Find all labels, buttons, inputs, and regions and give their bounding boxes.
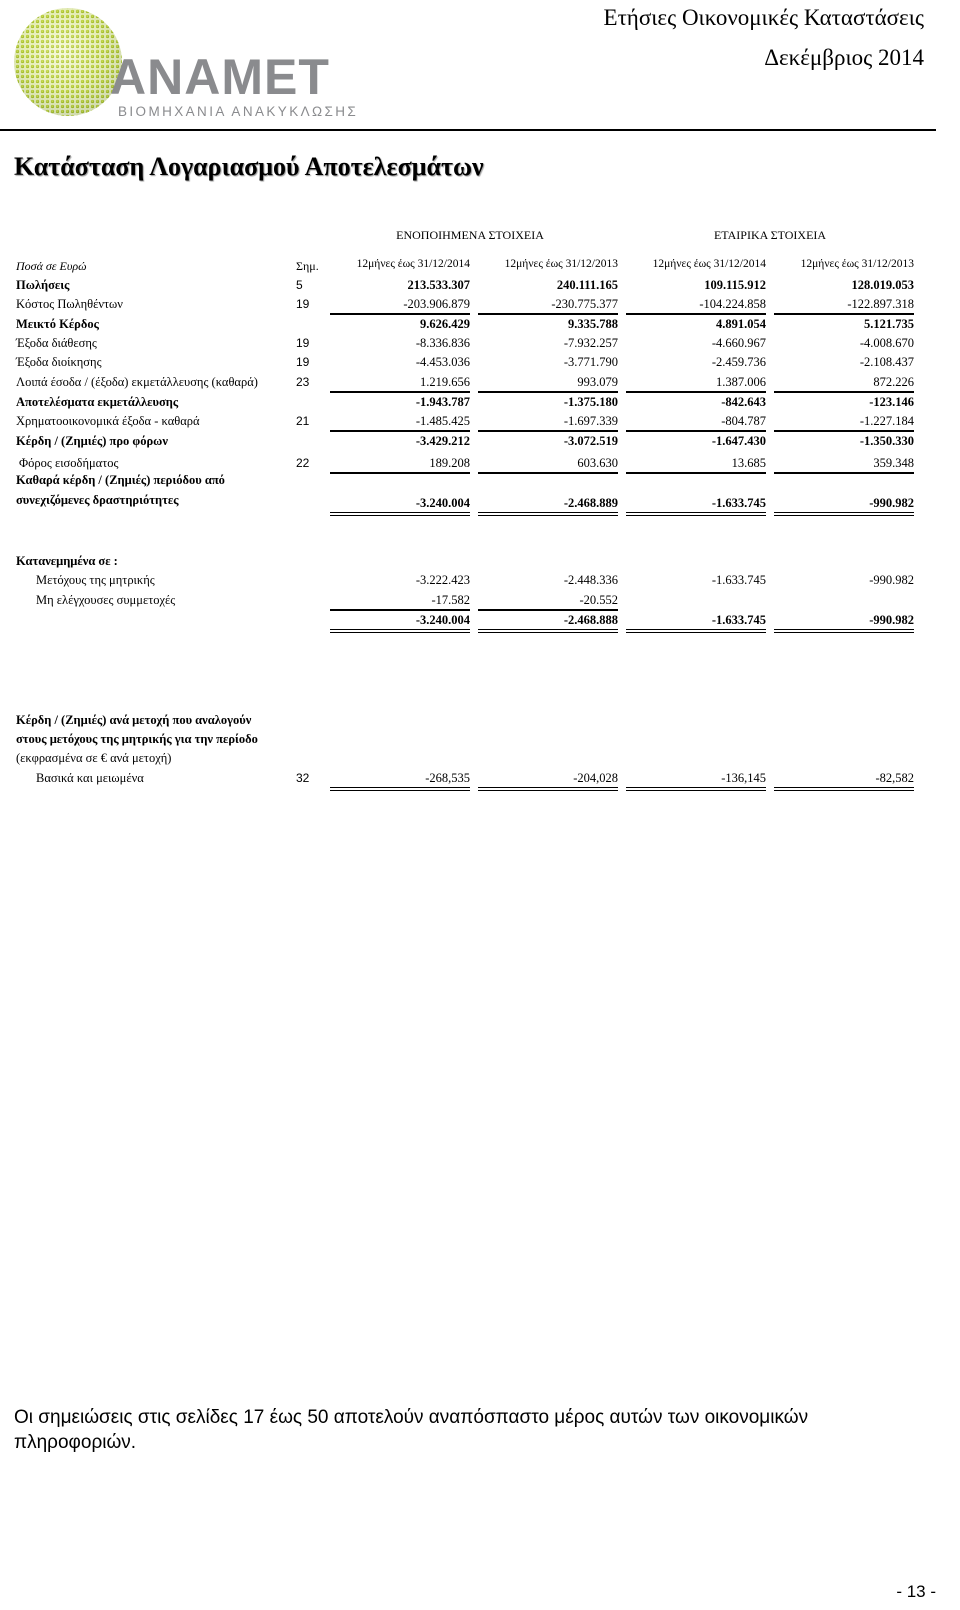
footnote: Οι σημειώσεις στις σελίδες 17 έως 50 αποτελούν αναπόσπαστο μέρος αυτών των οικονομικών πληροφοριών. bbox=[14, 1407, 809, 1453]
row-value: -3.240.004 bbox=[415, 613, 470, 627]
total-double-rule bbox=[330, 512, 470, 516]
subtotal-rule bbox=[478, 472, 618, 474]
row-value: 4.891.054 bbox=[716, 317, 766, 331]
total-double-rule bbox=[478, 512, 618, 516]
allocation-title: Κατανεμημένα σε : bbox=[16, 554, 118, 568]
row-value: -1.633.745 bbox=[711, 573, 766, 587]
row-value: -2.448.336 bbox=[563, 573, 618, 587]
row-value: 5.121.735 bbox=[864, 317, 914, 331]
row-value: -82,582 bbox=[875, 771, 914, 785]
row-value: -136,145 bbox=[721, 771, 766, 785]
group-title-company: ΕΤΑΙΡΙΚΑ ΣΤΟΙΧΕΙΑ bbox=[713, 228, 827, 242]
row-value: -990.982 bbox=[869, 496, 914, 510]
row-label: Μετόχους της μητρικής bbox=[36, 573, 155, 587]
row-value: -104.224.858 bbox=[699, 297, 766, 311]
row-label: Λοιπά έσοδα / (έξοδα) εκμετάλλευσης (καθαρά) bbox=[16, 375, 258, 389]
subtotal-rule bbox=[330, 609, 470, 611]
row-value: -268,535 bbox=[425, 771, 470, 785]
row-note: 22 bbox=[296, 456, 310, 470]
row-value: 213.533.307 bbox=[407, 278, 470, 292]
row-value: -1.943.787 bbox=[415, 395, 470, 409]
row-value: -1.633.745 bbox=[711, 496, 766, 510]
row-value: 1.219.656 bbox=[420, 375, 470, 389]
row-note: 19 bbox=[296, 297, 310, 311]
column-header: 12μήνες έως 31/12/2013 bbox=[504, 258, 618, 270]
subtotal-rule bbox=[626, 430, 766, 432]
row-value: 9.335.788 bbox=[568, 317, 618, 331]
subtotal-rule bbox=[774, 313, 914, 315]
logo-tagline: ΒΙΟΜΗΧΑΝΙΑ ΑΝΑΚΥΚΛΩΣΗΣ bbox=[118, 104, 359, 119]
subtotal-rule bbox=[774, 391, 914, 393]
header-title: Ετήσιες Οικονομικές Καταστάσεις bbox=[603, 5, 924, 30]
row-label: Έξοδα διοίκησης bbox=[16, 355, 102, 369]
row-value: 9.626.429 bbox=[420, 317, 470, 331]
note-column-header: Σημ. bbox=[296, 259, 319, 273]
subtotal-rule bbox=[626, 391, 766, 393]
row-value: 128.019.053 bbox=[851, 278, 914, 292]
row-value: -3.771.790 bbox=[563, 355, 618, 369]
total-double-rule bbox=[478, 787, 618, 791]
row-value: -1.350.330 bbox=[859, 434, 914, 448]
total-double-rule bbox=[330, 629, 470, 633]
row-label: Μεικτό Κέρδος bbox=[16, 317, 99, 331]
row-value: 603.630 bbox=[577, 456, 618, 470]
row-value: -3.240.004 bbox=[415, 496, 470, 510]
row-label: Κέρδη / (Ζημιές) προ φόρων bbox=[16, 434, 168, 448]
row-value: -1.697.339 bbox=[563, 414, 618, 428]
subtotal-rule bbox=[774, 430, 914, 432]
row-value: -3.429.212 bbox=[415, 434, 470, 448]
row-value: -2.459.736 bbox=[711, 355, 766, 369]
row-value: -1.647.430 bbox=[711, 434, 766, 448]
row-value: -2.468.889 bbox=[563, 496, 618, 510]
row-value: -990.982 bbox=[869, 613, 914, 627]
row-label: Πωλήσεις bbox=[16, 278, 70, 292]
row-value: -17.582 bbox=[431, 593, 470, 607]
row-note: 21 bbox=[296, 414, 310, 428]
group-title-consolidated: ΕΝΟΠΟΙΗΜΕΝΑ ΣΤΟΙΧΕΙΑ bbox=[396, 228, 544, 242]
row-value: -3.222.423 bbox=[415, 573, 470, 587]
row-label: Κόστος Πωληθέντων bbox=[16, 297, 123, 311]
subtotal-rule bbox=[626, 313, 766, 315]
subtotal-rule bbox=[478, 313, 618, 315]
row-value: 189.208 bbox=[429, 456, 470, 470]
total-double-rule bbox=[626, 512, 766, 516]
row-value: -990.982 bbox=[869, 573, 914, 587]
row-label: Φόρος εισοδήματος bbox=[19, 456, 119, 470]
total-double-rule bbox=[774, 787, 914, 791]
row-value: -7.932.257 bbox=[563, 336, 618, 350]
column-header: 12μήνες έως 31/12/2014 bbox=[356, 258, 470, 270]
row-value: -1.375.180 bbox=[563, 395, 618, 409]
row-label: Αποτελέσματα εκμετάλλευσης bbox=[16, 395, 179, 409]
row-label: Καθαρά κέρδη / (Ζημιές) περιόδου από bbox=[16, 473, 225, 487]
row-value: -20.552 bbox=[579, 593, 618, 607]
subtotal-rule bbox=[478, 430, 618, 432]
eps-title: Κέρδη / (Ζημιές) ανά μετοχή που αναλογούν bbox=[16, 713, 252, 727]
row-value: 109.115.912 bbox=[704, 278, 766, 292]
report-title: Κατάσταση Λογαριασμού Αποτελεσμάτων bbox=[14, 152, 484, 181]
row-value: -123.146 bbox=[869, 395, 914, 409]
row-note: 19 bbox=[296, 355, 310, 369]
row-value: -804.787 bbox=[721, 414, 766, 428]
header-divider bbox=[0, 129, 936, 131]
row-label: Βασικά και μειωμένα bbox=[36, 771, 144, 785]
row-value: -8.336.836 bbox=[415, 336, 470, 350]
row-value: 993.079 bbox=[577, 375, 618, 389]
row-value: 872.226 bbox=[873, 375, 914, 389]
row-value: -4.453.036 bbox=[415, 355, 470, 369]
eps-title: στους μετόχους της μητρικής για την περίοδο bbox=[16, 732, 258, 746]
amounts-in-euro-label: Ποσά σε Ευρώ bbox=[16, 259, 87, 273]
row-label: Χρηματοοικονομικά έξοδα - καθαρά bbox=[16, 414, 200, 428]
row-note: 23 bbox=[296, 375, 310, 389]
row-value: -122.897.318 bbox=[847, 297, 914, 311]
company-logo bbox=[10, 4, 380, 122]
row-value: -230.775.377 bbox=[551, 297, 618, 311]
page-number: - 13 - bbox=[896, 1582, 936, 1601]
total-double-rule bbox=[478, 629, 618, 633]
subtotal-rule bbox=[774, 472, 914, 474]
header-date: Δεκέμβριος 2014 bbox=[764, 45, 924, 70]
row-label: Μη ελέγχουσες συμμετοχές bbox=[36, 593, 176, 607]
eps-units: (εκφρασμένα σε € ανά μετοχή) bbox=[16, 751, 172, 765]
subtotal-rule bbox=[330, 391, 470, 393]
row-value: 1.387.006 bbox=[716, 375, 766, 389]
logo-globe-icon bbox=[10, 4, 380, 122]
row-value: -4.008.670 bbox=[859, 336, 914, 350]
row-note: 32 bbox=[296, 771, 310, 785]
row-label: Έξοδα διάθεσης bbox=[16, 336, 97, 350]
column-header: 12μήνες έως 31/12/2013 bbox=[800, 258, 914, 270]
row-value: 359.348 bbox=[873, 456, 914, 470]
total-double-rule bbox=[774, 629, 914, 633]
subtotal-rule bbox=[330, 313, 470, 315]
subtotal-rule bbox=[478, 609, 618, 611]
row-value: -2.108.437 bbox=[859, 355, 914, 369]
logo-brand-name: ΑΝΑΜΕΤ bbox=[110, 49, 330, 105]
subtotal-rule bbox=[330, 472, 470, 474]
row-note: 19 bbox=[296, 336, 310, 350]
row-value: -1.485.425 bbox=[415, 414, 470, 428]
row-value: -1.633.745 bbox=[711, 613, 766, 627]
subtotal-rule bbox=[478, 391, 618, 393]
row-value: -3.072.519 bbox=[563, 434, 618, 448]
row-value: -203.906.879 bbox=[403, 297, 470, 311]
row-value: -2.468.888 bbox=[563, 613, 618, 627]
row-value: -842.643 bbox=[721, 395, 766, 409]
row-value: 240.111.165 bbox=[556, 278, 618, 292]
total-double-rule bbox=[330, 787, 470, 791]
subtotal-rule bbox=[330, 430, 470, 432]
total-double-rule bbox=[774, 512, 914, 516]
row-note: 5 bbox=[296, 278, 303, 292]
row-value: -204,028 bbox=[573, 771, 618, 785]
row-value: -1.227.184 bbox=[859, 414, 914, 428]
subtotal-rule bbox=[626, 472, 766, 474]
row-value: 13.685 bbox=[731, 456, 766, 470]
row-label: συνεχιζόμενες δραστηριότητες bbox=[16, 493, 179, 507]
total-double-rule bbox=[626, 787, 766, 791]
total-double-rule bbox=[626, 629, 766, 633]
row-value: -4.660.967 bbox=[711, 336, 766, 350]
column-header: 12μήνες έως 31/12/2014 bbox=[652, 258, 766, 270]
